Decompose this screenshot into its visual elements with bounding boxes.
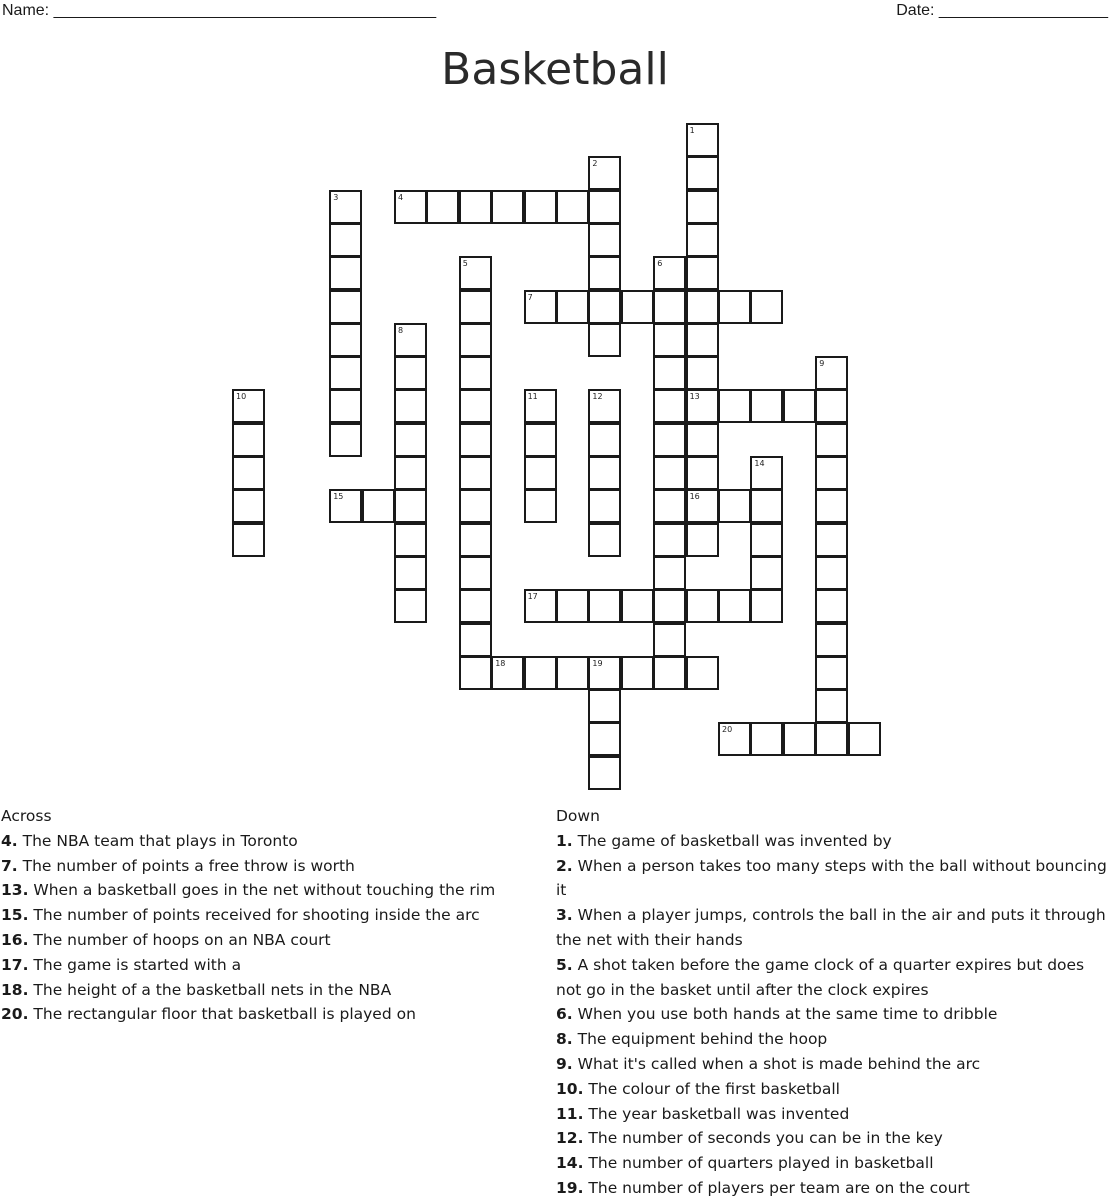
crossword-cell[interactable] xyxy=(653,456,686,490)
crossword-cell[interactable] xyxy=(588,290,621,324)
clue-number-label: 4 xyxy=(398,192,404,202)
clue-number-label: 1 xyxy=(689,126,695,135)
crossword-cell[interactable] xyxy=(459,423,492,457)
clue-number-label: 15 xyxy=(333,492,344,502)
crossword-cell[interactable] xyxy=(686,389,719,423)
crossword-cell[interactable] xyxy=(783,722,816,756)
crossword-cell[interactable] xyxy=(588,589,621,623)
crossword-cell[interactable] xyxy=(750,489,783,523)
crossword-cell[interactable] xyxy=(394,356,427,390)
crossword-cell[interactable] xyxy=(329,290,362,324)
down-clue xyxy=(556,1052,1108,1077)
crossword-cell[interactable] xyxy=(524,389,557,423)
crossword-cell[interactable] xyxy=(524,423,557,457)
crossword-cell[interactable] xyxy=(524,489,557,523)
clue-number-label: 6 xyxy=(657,259,663,269)
crossword-cell[interactable] xyxy=(394,556,427,590)
crossword-cell[interactable] xyxy=(718,389,751,423)
crossword-cell[interactable] xyxy=(686,190,719,224)
crossword-cell[interactable] xyxy=(686,656,719,690)
crossword-cell[interactable] xyxy=(459,656,492,690)
name-field[interactable]: Name: ___________________________________________ xyxy=(2,2,437,19)
clue-number-label: 3 xyxy=(333,192,339,202)
clue-text: When a player jumps, controls the ball in the air and puts it through the net with their hands xyxy=(556,906,1106,949)
across-clue xyxy=(1,903,531,928)
clue-number-label: 13 xyxy=(689,392,700,402)
clue-number: 3. xyxy=(556,906,573,925)
crossword-cell[interactable] xyxy=(686,423,719,457)
down-clue xyxy=(556,854,1108,904)
crossword-cell[interactable] xyxy=(686,456,719,490)
crossword-cell[interactable] xyxy=(815,456,848,490)
crossword-cell[interactable] xyxy=(459,389,492,423)
clue-number-label: 20 xyxy=(722,725,733,735)
across-clue xyxy=(1,878,531,903)
clue-text: The rectangular floor that basketball is played on xyxy=(33,1005,416,1024)
clue-text: The number of points received for shooting inside the arc xyxy=(33,906,480,925)
crossword-cell[interactable] xyxy=(653,589,686,623)
clue-text: The year basketball was invented xyxy=(588,1104,850,1123)
crossword-cell[interactable] xyxy=(394,489,427,523)
clue-number: 4. xyxy=(1,831,18,850)
crossword-cell[interactable] xyxy=(394,323,427,357)
clue-text: The number of hoops on an NBA court xyxy=(33,930,331,949)
crossword-cell[interactable] xyxy=(653,489,686,523)
down-clue xyxy=(556,1126,1108,1151)
crossword-cell[interactable] xyxy=(815,356,848,390)
crossword-cell[interactable] xyxy=(459,623,492,657)
crossword-cell[interactable] xyxy=(329,423,362,457)
crossword-cell[interactable] xyxy=(459,589,492,623)
clue-number: 18. xyxy=(1,980,29,999)
crossword-cell[interactable] xyxy=(686,323,719,357)
down-clue xyxy=(556,1027,1108,1052)
crossword-cell[interactable] xyxy=(524,290,557,324)
across-clue xyxy=(1,829,531,854)
clue-number-label: 5 xyxy=(462,259,468,269)
clue-number-label: 18 xyxy=(495,658,506,668)
clue-text: The height of a the basketball nets in the NBA xyxy=(33,980,392,999)
crossword-cell[interactable] xyxy=(459,290,492,324)
crossword-cell[interactable] xyxy=(232,523,265,557)
clue-number-label: 9 xyxy=(819,359,825,369)
clue-number-label: 19 xyxy=(592,658,603,668)
crossword-cell[interactable] xyxy=(588,722,621,756)
crossword-cell[interactable] xyxy=(686,523,719,557)
crossword-cell[interactable] xyxy=(329,389,362,423)
crossword-cell[interactable] xyxy=(815,656,848,690)
down-clue xyxy=(556,829,1108,854)
crossword-cell[interactable] xyxy=(686,489,719,523)
clue-number-label: 11 xyxy=(527,392,538,402)
crossword-cell[interactable] xyxy=(556,290,589,324)
crossword-cell[interactable] xyxy=(329,323,362,357)
crossword-cell[interactable] xyxy=(588,190,621,224)
crossword-cell[interactable] xyxy=(686,223,719,257)
crossword-cell[interactable] xyxy=(426,190,459,224)
crossword-cell[interactable] xyxy=(653,389,686,423)
clue-number-label: 16 xyxy=(689,492,700,502)
clue-number: 8. xyxy=(556,1030,573,1049)
crossword-cell[interactable] xyxy=(750,589,783,623)
crossword-cell[interactable] xyxy=(718,489,751,523)
crossword-cell[interactable] xyxy=(524,589,557,623)
clue-text: The number of points a free throw is worth xyxy=(22,856,355,875)
crossword-cell[interactable] xyxy=(459,456,492,490)
crossword-cell[interactable] xyxy=(815,489,848,523)
crossword-cell[interactable] xyxy=(394,423,427,457)
crossword-cell[interactable] xyxy=(491,656,524,690)
crossword-cell[interactable] xyxy=(686,156,719,190)
clue-text: The number of quarters played in basketball xyxy=(588,1154,934,1173)
crossword-cell[interactable] xyxy=(621,656,654,690)
crossword-cell[interactable] xyxy=(394,190,427,224)
crossword-cell[interactable] xyxy=(718,722,751,756)
down-clue xyxy=(556,1002,1108,1027)
crossword-cell[interactable] xyxy=(394,389,427,423)
crossword-cell[interactable] xyxy=(459,523,492,557)
crossword-cell[interactable] xyxy=(686,256,719,290)
crossword-cell[interactable] xyxy=(459,190,492,224)
crossword-cell[interactable] xyxy=(524,656,557,690)
crossword-cell[interactable] xyxy=(653,523,686,557)
crossword-cell[interactable] xyxy=(815,523,848,557)
crossword-cell[interactable] xyxy=(621,290,654,324)
crossword-cell[interactable] xyxy=(815,689,848,723)
crossword-cell[interactable] xyxy=(815,722,848,756)
crossword-cell[interactable] xyxy=(750,523,783,557)
across-clue xyxy=(1,928,531,953)
clue-number: 2. xyxy=(556,856,573,875)
crossword-cell[interactable] xyxy=(588,656,621,690)
crossword-cell[interactable] xyxy=(750,290,783,324)
crossword-cell[interactable] xyxy=(588,389,621,423)
crossword-cell[interactable] xyxy=(686,123,719,157)
clue-text: When a person takes too many steps with the ball without bouncing it xyxy=(556,856,1107,900)
crossword-cell[interactable] xyxy=(653,656,686,690)
clue-number: 15. xyxy=(1,906,29,925)
clue-number-label: 12 xyxy=(592,392,603,402)
crossword-cell[interactable] xyxy=(750,389,783,423)
crossword-cell[interactable] xyxy=(588,523,621,557)
clue-number: 14. xyxy=(556,1154,584,1173)
clue-number-label: 8 xyxy=(398,325,404,335)
crossword-cell[interactable] xyxy=(588,689,621,723)
crossword-cell[interactable] xyxy=(815,423,848,457)
crossword-cell[interactable] xyxy=(686,589,719,623)
crossword-cell[interactable] xyxy=(653,323,686,357)
crossword-cell[interactable] xyxy=(556,589,589,623)
crossword-cell[interactable] xyxy=(588,156,621,190)
across-clue xyxy=(1,978,531,1003)
crossword-cell[interactable] xyxy=(815,556,848,590)
page-title: Basketball xyxy=(441,44,669,95)
date-field[interactable]: Date: ___________________ xyxy=(896,2,1108,19)
crossword-cell[interactable] xyxy=(815,589,848,623)
clue-number: 20. xyxy=(1,1005,29,1024)
clue-number: 12. xyxy=(556,1129,584,1148)
clue-number-label: 14 xyxy=(754,459,765,468)
crossword-cell[interactable] xyxy=(686,356,719,390)
crossword-cell[interactable] xyxy=(394,589,427,623)
clue-text: The game is started with a xyxy=(33,955,242,974)
crossword-cell[interactable] xyxy=(459,256,492,290)
crossword-cell[interactable] xyxy=(329,356,362,390)
down-clue xyxy=(556,1176,1108,1201)
clue-number: 11. xyxy=(556,1104,584,1123)
crossword-cell[interactable] xyxy=(459,489,492,523)
clue-number-label: 7 xyxy=(527,292,533,302)
crossword-cell[interactable] xyxy=(588,489,621,523)
crossword-cell[interactable] xyxy=(329,256,362,290)
clue-number: 13. xyxy=(1,881,29,900)
clue-number-label: 2 xyxy=(592,159,598,169)
clue-number-label: 17 xyxy=(527,592,538,602)
crossword-cell[interactable] xyxy=(394,523,427,557)
clue-text: When you use both hands at the same time to dribble xyxy=(577,1005,998,1024)
clue-text: When a basketball goes in the net without touching the rim xyxy=(33,881,496,900)
clue-text: The equipment behind the hoop xyxy=(577,1030,828,1049)
crossword-cell[interactable] xyxy=(556,190,589,224)
crossword-cell[interactable] xyxy=(588,456,621,490)
down-clue xyxy=(556,1151,1108,1176)
crossword-cell[interactable] xyxy=(232,456,265,490)
crossword-cell[interactable] xyxy=(588,756,621,790)
clue-number: 10. xyxy=(556,1079,584,1098)
crossword-cell[interactable] xyxy=(588,256,621,290)
crossword-cell[interactable] xyxy=(394,456,427,490)
crossword-cell[interactable] xyxy=(783,389,816,423)
crossword-cell[interactable] xyxy=(329,489,362,523)
clue-number-label: 10 xyxy=(236,392,247,402)
crossword-cell[interactable] xyxy=(653,256,686,290)
crossword-cell[interactable] xyxy=(750,556,783,590)
crossword-cell[interactable] xyxy=(588,323,621,357)
crossword-cell[interactable] xyxy=(524,456,557,490)
clue-number: 1. xyxy=(556,831,573,850)
across-clues xyxy=(1,804,531,1027)
crossword-cell[interactable] xyxy=(653,423,686,457)
crossword-cell[interactable] xyxy=(459,356,492,390)
down-clue xyxy=(556,903,1108,953)
crossword-cell[interactable] xyxy=(588,423,621,457)
crossword-cell[interactable] xyxy=(815,389,848,423)
clue-number: 9. xyxy=(556,1054,573,1073)
crossword-cell[interactable] xyxy=(848,722,881,756)
crossword-cell[interactable] xyxy=(232,489,265,523)
clue-number: 19. xyxy=(556,1178,584,1197)
clue-number: 6. xyxy=(556,1005,573,1024)
down-clue xyxy=(556,1077,1108,1102)
crossword-cell[interactable] xyxy=(588,223,621,257)
crossword-cell[interactable] xyxy=(653,290,686,324)
clue-text: The number of seconds you can be in the key xyxy=(588,1129,943,1148)
crossword-cell[interactable] xyxy=(621,589,654,623)
crossword-cell[interactable] xyxy=(329,223,362,257)
across-clue xyxy=(1,854,531,879)
crossword-cell[interactable] xyxy=(653,356,686,390)
across-heading: Across xyxy=(1,807,52,825)
across-clue xyxy=(1,1002,531,1027)
clue-text: What it's called when a shot is made behind the arc xyxy=(577,1054,981,1073)
crossword-cell[interactable] xyxy=(653,623,686,657)
down-clue xyxy=(556,953,1108,1003)
clue-number: 5. xyxy=(556,955,573,974)
crossword-cell[interactable] xyxy=(232,423,265,457)
down-clue xyxy=(556,1102,1108,1127)
crossword-cell[interactable] xyxy=(750,722,783,756)
clue-number: 7. xyxy=(1,856,18,875)
crossword-cell[interactable] xyxy=(524,190,557,224)
clue-number: 17. xyxy=(1,955,29,974)
crossword-cell[interactable] xyxy=(718,290,751,324)
crossword-cell[interactable] xyxy=(653,556,686,590)
clue-number: 16. xyxy=(1,930,29,949)
clue-text: A shot taken before the game clock of a quarter expires but does not go in the basket until after the clock expires xyxy=(556,955,1085,999)
crossword-cell[interactable] xyxy=(232,389,265,423)
down-clues xyxy=(556,804,1108,1201)
clue-text: The number of players per team are on the court xyxy=(588,1178,970,1197)
crossword-cell[interactable] xyxy=(815,623,848,657)
crossword-cell[interactable] xyxy=(686,290,719,324)
crossword-cell[interactable] xyxy=(459,556,492,590)
clue-text: The game of basketball was invented by xyxy=(577,831,892,850)
clue-text: The NBA team that plays in Toronto xyxy=(22,831,298,850)
clue-text: The colour of the first basketball xyxy=(588,1079,840,1098)
crossword-cell[interactable] xyxy=(718,589,751,623)
across-clue xyxy=(1,953,531,978)
crossword-cell[interactable] xyxy=(750,456,783,490)
crossword-cell[interactable] xyxy=(459,323,492,357)
crossword-cell[interactable] xyxy=(491,190,524,224)
crossword-cell[interactable] xyxy=(362,489,395,523)
down-heading: Down xyxy=(556,807,600,825)
crossword-cell[interactable] xyxy=(329,190,362,224)
crossword-cell[interactable] xyxy=(556,656,589,690)
